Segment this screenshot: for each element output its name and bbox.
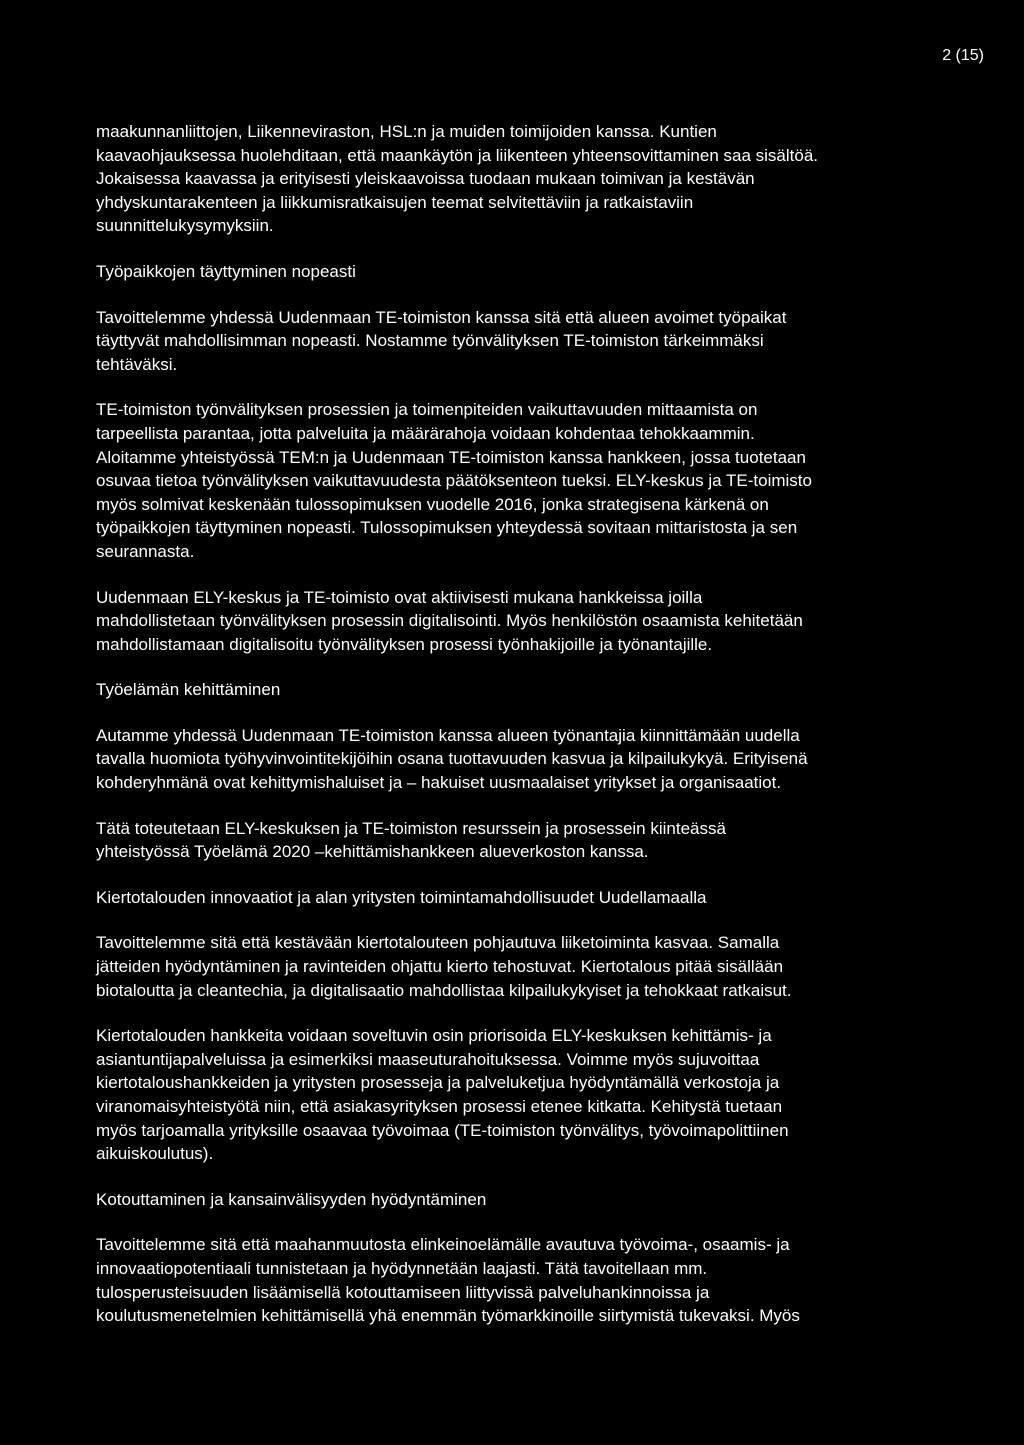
section-heading-circular-economy: Kiertotalouden innovaatiot ja alan yritysten toimintamahdollisuudet Uudellamaalla: [96, 887, 707, 907]
section-heading-integration: Kotouttaminen ja kansainvälisyyden hyödyntäminen: [96, 1189, 487, 1209]
paragraph-jobs-digitalisation: Uudenmaan ELY-keskus ja TE-toimisto ovat aktiivisesti mukana hankkeissa joilla mahdollistetaan työnvälityksen prosessin digitalisointi. Myös henkilöstön osaamista kehitetään mahdollistamaan digitalisoitu työnvälityksen prosessi työnhakijoille ja työnantajille.: [96, 587, 803, 654]
document-body: [96, 120, 976, 1350]
page-number: 2 (15): [942, 47, 984, 64]
paragraph-working-life-goal: Autamme yhdessä Uudenmaan TE-toimiston kanssa alueen työnantajia kiinnittämään uudella tavalla huomiota työhyvinvointitekijöihin osana tuottavuuden kasvua ja kilpailukykyä. Erityisenä kohderyhmänä ovat kehittymishaluiset ja – hakuiset uusmaalaiset yritykset ja organisaatiot.: [96, 725, 808, 793]
paragraph-working-life-implementation: Tätä toteutetaan ELY-keskuksen ja TE-toimiston resurssein ja prosessein kiinteässä yhteistyössä Työelämä 2020 –kehittämishankkeen alueverkoston kanssa.: [96, 818, 726, 862]
section-heading-working-life: Työelämän kehittäminen: [96, 680, 281, 700]
paragraph-jobs-goal: Tavoittelemme yhdessä Uudenmaan TE-toimiston kanssa sitä että alueen avoimet työpaikat täyttyvät mahdollisimman nopeasti. Nostamme työnvälityksen TE-toimiston tärkeimmäksi tehtäväksi.: [96, 307, 787, 374]
paragraph-intro-continuation: maakunnanliittojen, Liikenneviraston, HSL:n ja muiden toimijoiden kanssa. Kuntien kaavaohjauksessa huolehditaan, että maankäytön ja liikenteen yhteensovittaminen saa sisältöä. Jokaisessa kaavassa ja erityisesti yleiskaavoissa tuodaan mukaan toimivan ja kestävän yhdyskuntarakenteen ja liikkumisratkaisujen teemat selvitettäviin ja ratkaistaviin suunnittelukysymyksiin.: [96, 122, 819, 236]
paragraph-circular-economy-goal: Tavoittelemme sitä että kestävään kiertotalouteen pohjautuva liiketoiminta kasvaa. Samalla jätteiden hyödyntäminen ja ravinteiden ohjattu kierto tehostuvat. Kiertotalous pitää sisällään biotaloutta ja cleantechia, ja digitalisaatio mahdollistaa kilpailukykyiset ja tehokkaat ratkaisut.: [96, 933, 792, 1000]
paragraph-circular-economy-projects: Kiertotalouden hankkeita voidaan soveltuvin osin priorisoida ELY-keskuksen kehittämis- ja asiantuntijapalveluissa ja esimerkiksi maaseuturahoituksessa. Voimme myös sujuvoittaa kiertotaloushankkeiden ja yritysten prosesseja ja palveluketjua hyödyntämällä verkostoja ja viranomaisyhteistyötä niin, että asiakasyrityksen prosessi etenee kitkatta. Kehitystä tuetaan myös tarjoamalla yrityksille osaavaa työvoimaa (TE-toimiston työnvälitys, työvoimapolittiinen aikuiskoulutus).: [96, 1026, 789, 1164]
section-heading-jobs-filled: Työpaikkojen täyttyminen nopeasti: [96, 261, 356, 281]
paragraph-jobs-measurement: TE-toimiston työnvälityksen prosessien ja toimenpiteiden vaikuttavuuden mittaamista on tarpeellista parantaa, jotta palveluita ja määrärahoja voidaan kohdentaa tehokkaammin. Aloitamme yhteistyössä TEM:n ja Uudenmaan TE-toimiston kanssa hankkeen, jossa tuotetaan osuvaa tietoa työnvälityksen vaikuttavuudesta päätöksenteon tueksi. ELY-keskus ja TE-toimisto myös solmivat keskenään tulossopimuksen vuodelle 2016, jonka strategisena kärkenä on työpaikkojen täyttyminen nopeasti. Tulossopimuksen yhteydessä sovitaan mittaristosta ja sen seurannasta.: [96, 400, 812, 561]
paragraph-integration-goal: Tavoittelemme sitä että maahanmuutosta elinkeinoelämälle avautuva työvoima-, osaamis- ja innovaatiopotentiaali tunnistetaan ja hyödynnetään laajasti. Tätä tavoitellaan mm. tulosperusteisuuden lisäämisellä kotouttamiseen liittyvissä palveluhankinnoissa ja koulutusmenetelmien kehittämisellä yhä enemmän työmarkkinoille siirtymistä tukevaksi. Myös: [96, 1235, 800, 1326]
